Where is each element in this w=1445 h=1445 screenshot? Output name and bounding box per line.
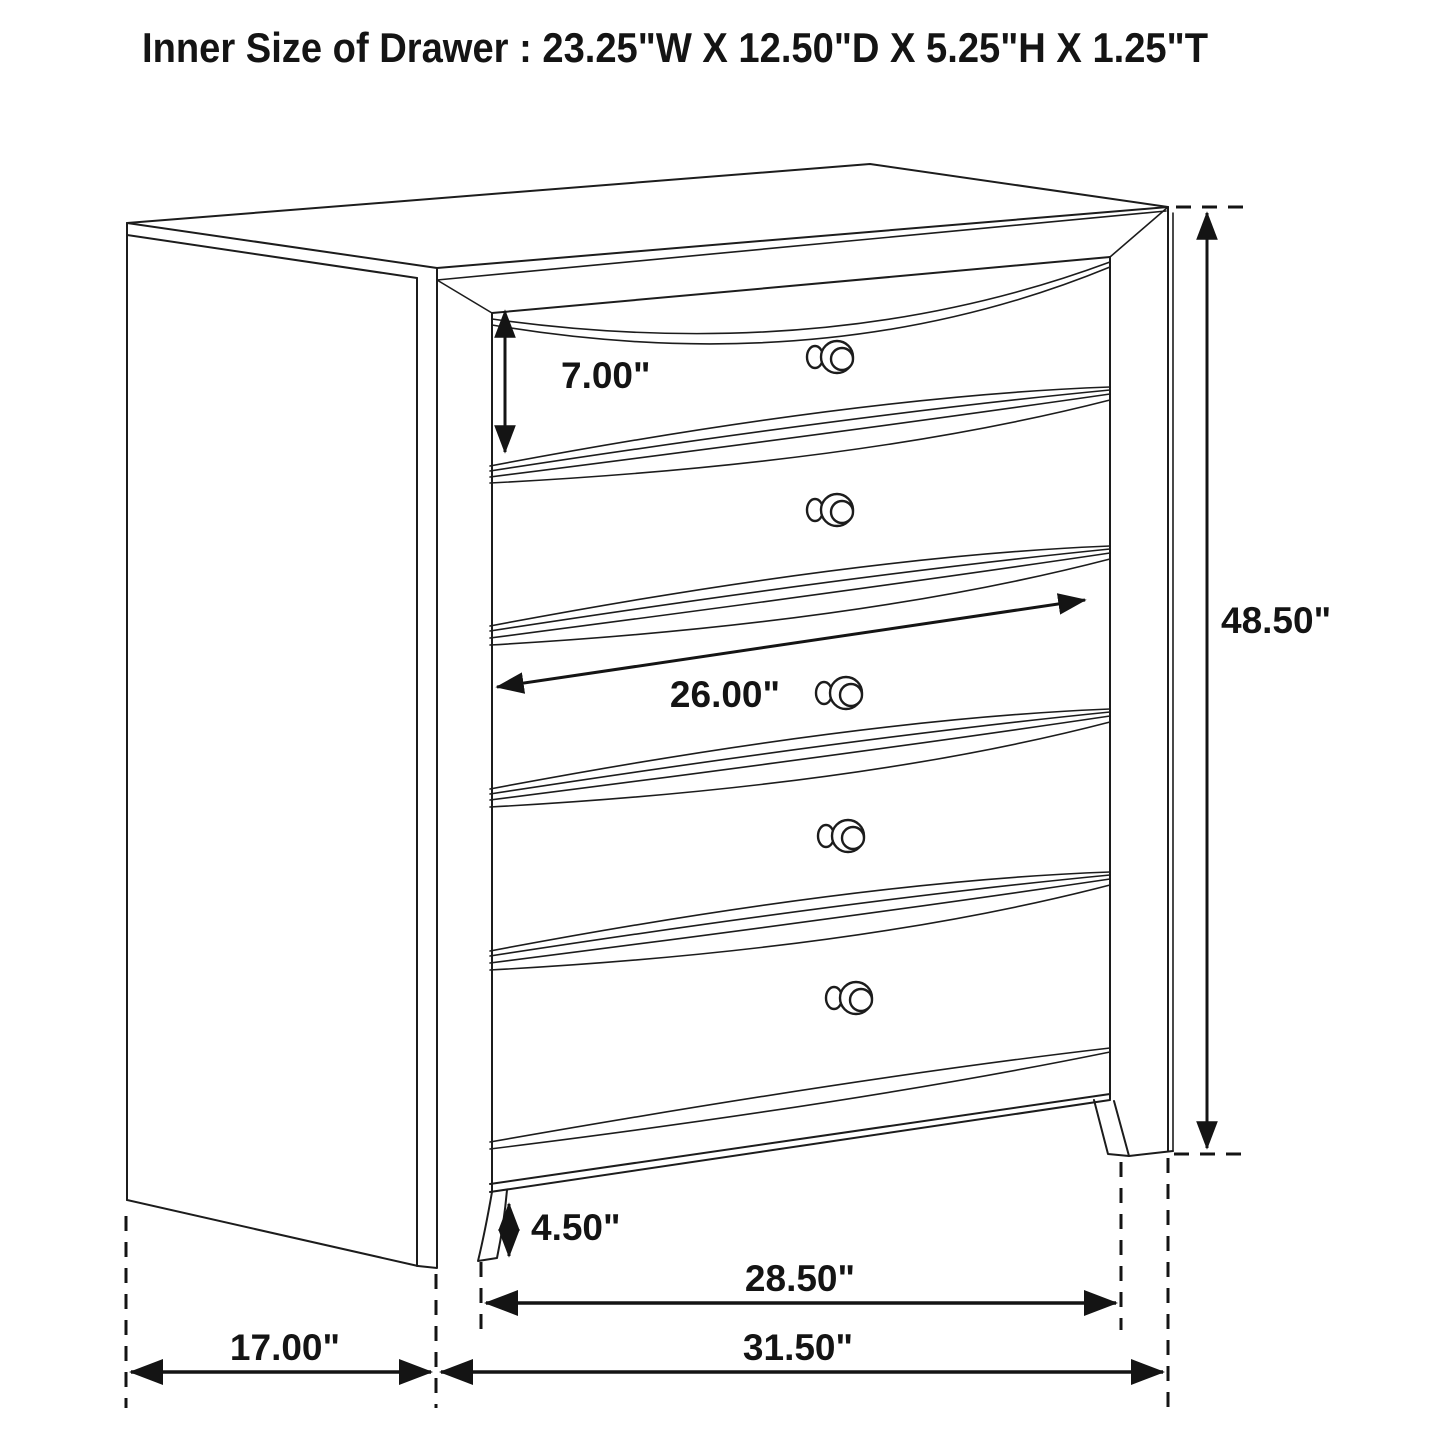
dim-26-arrow [497, 600, 1085, 687]
knob-3-inner [840, 684, 862, 706]
front-left-leg-outline [478, 1190, 507, 1261]
top-front-edge-lower [437, 211, 1166, 280]
base-rail [490, 1048, 1110, 1192]
drawer-divider-1 [490, 387, 1110, 483]
front-right-leg-outline [1094, 1100, 1129, 1156]
divider-2-line-c [490, 553, 1110, 638]
knob-5-inner [850, 989, 872, 1011]
front-left-leg [478, 1190, 507, 1261]
divider-4-line-c [490, 879, 1110, 963]
divider-3-line-d [490, 722, 1110, 807]
drawer-divider-3 [490, 709, 1110, 807]
side-bottom-edge [127, 1200, 418, 1266]
chest-top-face [127, 164, 1168, 280]
knob-1-inner [831, 348, 853, 370]
top-back-edge [127, 164, 1168, 223]
dim-front-width-overall [441, 1327, 1163, 1372]
top-left-edge-inner [127, 235, 417, 278]
dim-overall-height [1174, 207, 1331, 1154]
drawer-divider-4 [490, 872, 1110, 970]
frame-right-miter [1110, 207, 1168, 257]
divider-1-line-b [490, 390, 1110, 471]
drawer-1-top-bevel [492, 262, 1110, 344]
dim-48-label: 48.50" [1221, 600, 1332, 641]
drawer-2-knob [807, 494, 853, 526]
dim-3150-label: 31.50" [742, 1327, 854, 1368]
divider-4-line-b [490, 875, 1110, 956]
divider-2-line-d [490, 559, 1110, 645]
diagram-title: Inner Size of Drawer : 23.25"W X 12.50"D X 5.25"H X 1.25"T [142, 24, 1209, 71]
left-side-panel [127, 223, 437, 1268]
divider-3-line-c [490, 716, 1110, 800]
divider-1-line-c [490, 394, 1110, 477]
knob-4-inner [842, 827, 864, 849]
dim-2850-label: 28.50" [744, 1258, 856, 1299]
drawer-1-knob [807, 341, 853, 373]
dim-450-label: 4.50" [531, 1207, 621, 1248]
dim-foot-height [509, 1204, 621, 1256]
drawer-5-knob [826, 982, 872, 1014]
dim-1700-label: 17.00" [229, 1327, 341, 1368]
dim-26-label: 26.00" [669, 674, 781, 715]
drawer-3-knob [816, 677, 862, 709]
drawer-5-bottom-curve-b [490, 1052, 1110, 1149]
drawer-5-bottom-curve-a [490, 1048, 1110, 1142]
divider-3-line-b [490, 712, 1110, 794]
frame-left-miter [437, 280, 492, 313]
top-left-edge [127, 223, 437, 268]
drawer-divider-2 [490, 546, 1110, 645]
dim-7-label: 7.00" [561, 355, 651, 396]
drawer-1-top-curve-a [492, 262, 1110, 334]
face-frame [437, 207, 1173, 1192]
divider-2-line-b [490, 549, 1110, 631]
base-rail-upper-edge [490, 1094, 1110, 1184]
front-right-leg [1094, 1100, 1173, 1156]
base-rail-lower-edge [490, 1100, 1110, 1192]
knob-2-inner [831, 501, 853, 523]
drawer-4-knob [818, 820, 864, 852]
front-left-corner-post [418, 268, 437, 1268]
top-front-edge [437, 207, 1168, 268]
dim-front-width-inner [486, 1258, 1116, 1303]
right-bottom-edge [1129, 1151, 1173, 1156]
divider-4-line-d [490, 885, 1110, 970]
divider-1-line-d [490, 400, 1110, 483]
dim-side-depth [131, 1327, 431, 1372]
